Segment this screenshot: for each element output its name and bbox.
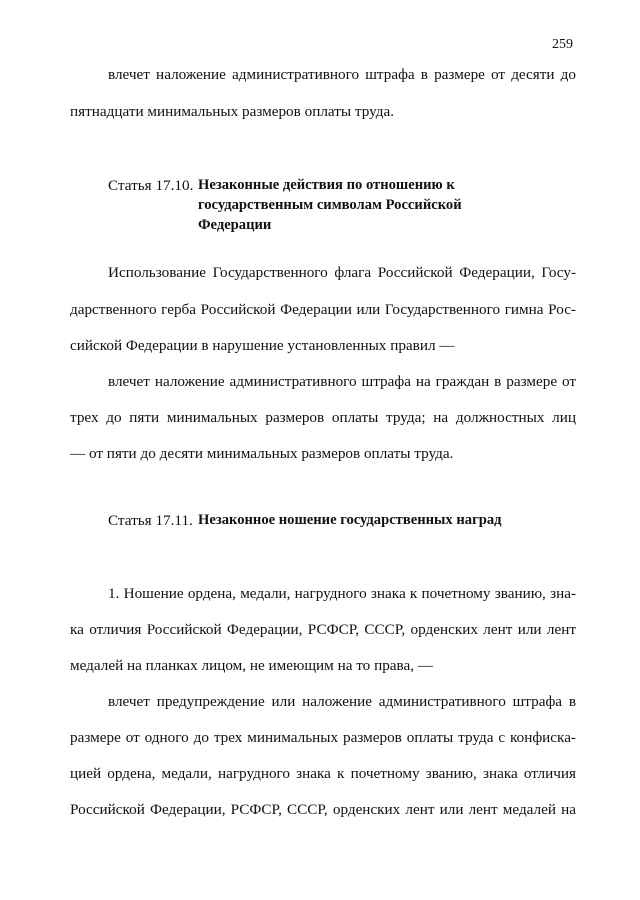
text-line: трех до пяти минимальных размеров оплаты труда; на должностных лиц	[70, 409, 576, 426]
article-title: Незаконное ношение государственных наград	[198, 512, 502, 528]
article-label: Статья 17.10.	[108, 177, 194, 194]
text-line: влечет наложение административного штрафа в размере от десяти до	[108, 66, 576, 83]
text-line: цией ордена, медали, нагрудного знака к почетному званию, знака отличия	[70, 765, 576, 782]
text-line: медалей на планках лицом, не имеющим на то права, —	[70, 657, 434, 674]
text-line: влечет предупреждение или наложение административного штрафа в	[108, 693, 576, 710]
text-line: ка отличия Российской Федерации, РСФСР, СССР, орденских лент или лент	[70, 621, 576, 638]
page-number: 259	[552, 37, 573, 52]
article-title-line: Незаконные действия по отношению к	[198, 177, 455, 193]
article-label: Статья 17.11.	[108, 512, 193, 529]
article-title-line: Федерации	[198, 217, 272, 233]
text-line: Использование Государственного флага Российской Федерации, Госу-	[108, 264, 576, 281]
text-line: Российской Федерации, РСФСР, СССР, орденских лент или лент медалей на	[70, 801, 576, 818]
text-line: сийской Федерации в нарушение установленных правил —	[70, 337, 455, 354]
text-line: 1. Ношение ордена, медали, нагрудного знака к почетному званию, зна-	[108, 585, 576, 602]
text-line: размере от одного до трех минимальных размеров оплаты труда с конфиска-	[70, 729, 576, 746]
text-line: пятнадцати минимальных размеров оплаты труда.	[70, 103, 395, 120]
text-line: — от пяти до десяти минимальных размеров оплаты труда.	[70, 445, 454, 462]
text-line: влечет наложение административного штрафа на граждан в размере от	[108, 373, 576, 390]
article-title-line: государственным символам Российской	[198, 197, 462, 213]
article-title	[198, 175, 462, 235]
text-line: дарственного герба Российской Федерации или Государственного гимна Рос-	[70, 301, 576, 318]
